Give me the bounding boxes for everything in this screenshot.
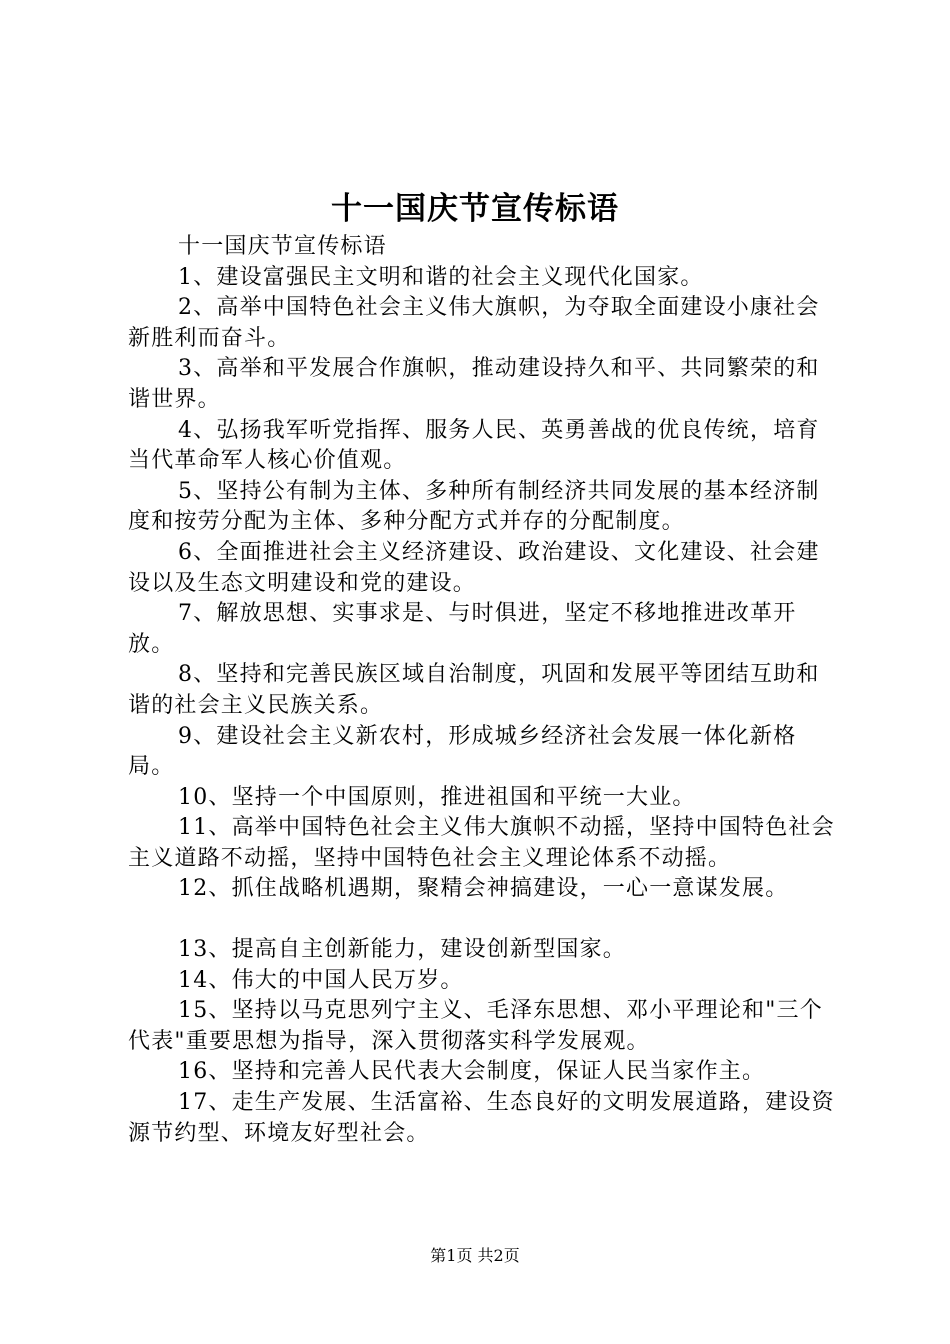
- slogan-item-14: 14、伟大的中国人民万岁。: [178, 967, 464, 993]
- slogan-item-6: 6、全面推进社会主义经济建设、政治建设、文化建设、社会建设以及生态文明建设和党的建设。: [128, 539, 820, 596]
- slogan-item-2: 2、高举中国特色社会主义伟大旗帜，为夺取全面建设小康社会新胜利而奋斗。: [128, 295, 820, 351]
- slogan-item-17: 17、走生产发展、生活富裕、生态良好的文明发展道路，建设资源节约型、环境友好型社会。: [128, 1090, 835, 1146]
- document-body: [128, 232, 838, 1149]
- paragraph-gap: [128, 905, 838, 935]
- page-footer: 第1页 共2页: [430, 1246, 520, 1265]
- slogan-item-1: 1、建设富强民主文明和谐的社会主义现代化国家。: [178, 264, 704, 290]
- slogan-item-13: 13、提高自主创新能力，建设创新型国家。: [178, 937, 626, 963]
- document-title: 十一国庆节宣传标语: [331, 191, 619, 227]
- slogan-item-5: 5、坚持公有制为主体、多种所有制经济共同发展的基本经济制度和按劳分配为主体、多种分配方式并存的分配制度。: [128, 478, 820, 535]
- slogan-item-9: 9、建设社会主义新农村，形成城乡经济社会发展一体化新格局。: [128, 723, 797, 780]
- slogan-item-8: 8、坚持和完善民族区域自治制度，巩固和发展平等团结互助和谐的社会主义民族关系。: [128, 662, 820, 718]
- slogan-item-16: 16、坚持和完善人民代表大会制度，保证人民当家作主。: [178, 1059, 766, 1085]
- slogan-item-4: 4、弘扬我军听党指挥、服务人民、英勇善战的优良传统，培育当代革命军人核心价值观。: [128, 417, 820, 474]
- slogan-item-15: 15、坚持以马克思列宁主义、毛泽东思想、邓小平理论和"三个代表"重要思想为指导，深入贯彻落实科学发展观。: [128, 998, 823, 1054]
- slogan-item-10: 10、坚持一个中国原则，推进祖国和平统一大业。: [178, 784, 696, 810]
- slogan-item-12: 12、抓住战略机遇期，聚精会神搞建设，一心一意谋发展。: [178, 876, 789, 902]
- slogan-item-11: 11、高举中国特色社会主义伟大旗帜不动摇，坚持中国特色社会主义道路不动摇，坚持中国特色社会主义理论体系不动摇。: [128, 815, 835, 871]
- slogan-item-3: 3、高举和平发展合作旗帜，推动建设持久和平、共同繁荣的和谐世界。: [128, 356, 820, 412]
- slogan-item-7: 7、解放思想、实事求是、与时俱进，坚定不移地推进改革开放。: [128, 601, 797, 657]
- document-subtitle: 十一国庆节宣传标语: [178, 234, 387, 259]
